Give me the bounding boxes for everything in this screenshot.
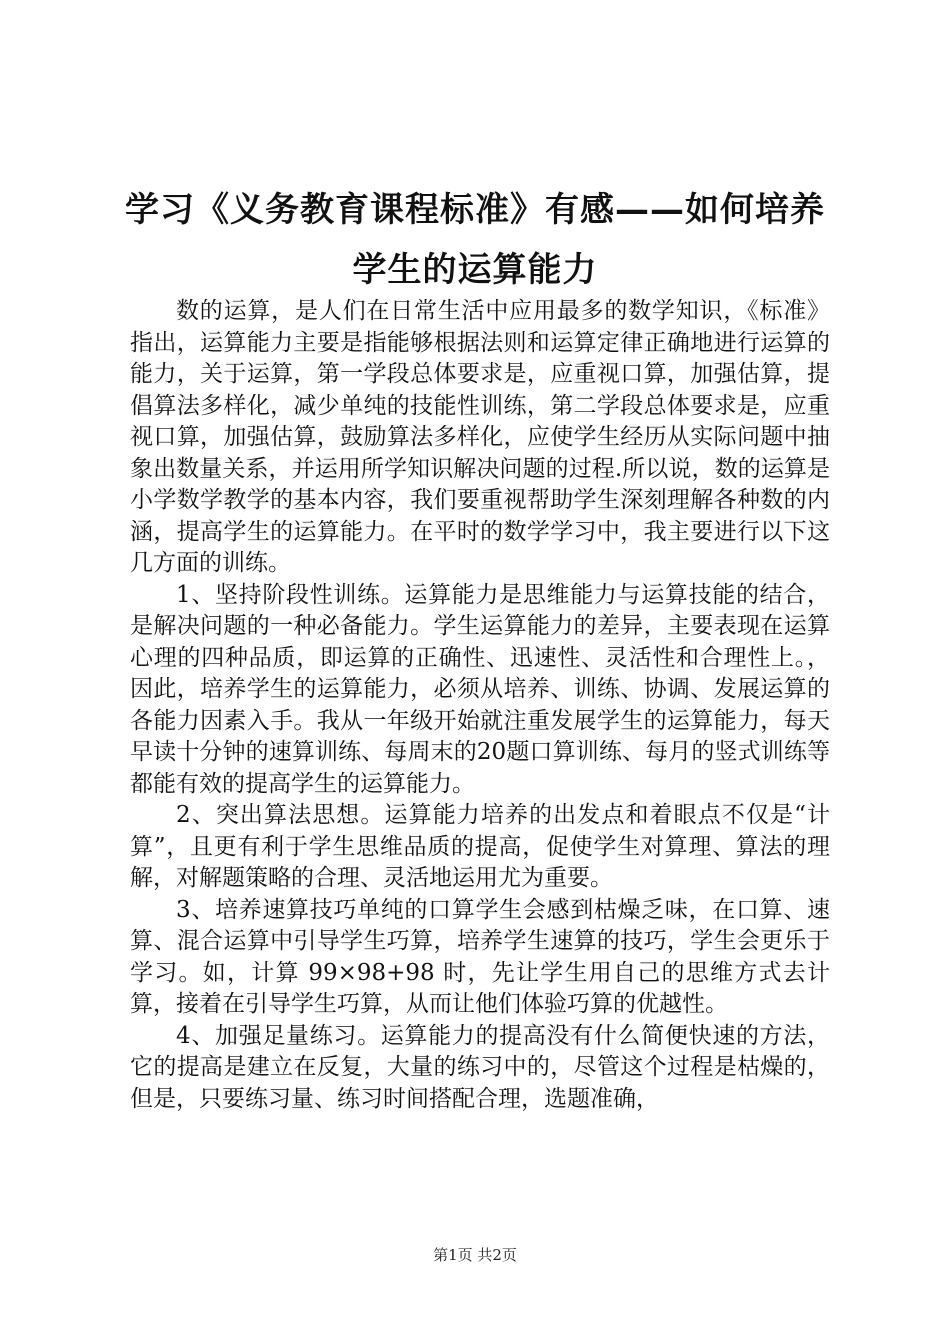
paragraph-point-1: 1、坚持阶段性训练。运算能力是思维能力与运算技能的结合，是解决问题的一种必备能力。学生运算能力的差异，主要表现在运算心理的四种品质，即运算的正确性、迅速性、灵活性和合理性上。，因此，培养学生的运算能力，必须从培养、训练、协调、发展运算的各能力因素入手。我从一年级开始就注重发展学生的运算能力，每天早读十分钟的速算训练、每周末的20题口算训练、每月的竖式训练等都能有效的提高学生的运算能力。	[130, 581, 830, 797]
title-line-1: 学习《义务教育课程标准》有感——如何培养	[125, 190, 825, 230]
paragraph-point-2: 2、突出算法思想。运算能力培养的出发点和着眼点不仅是“计算”，且更有利于学生思维品质的提高，促使学生对算理、算法的理解，对解题策略的合理、灵活地运用尤为重要。	[130, 802, 830, 891]
title-line-2: 学生的运算能力	[352, 250, 598, 290]
page-number-footer: 第1页 共2页	[433, 1246, 517, 1264]
document-body	[130, 296, 830, 1115]
paragraph-point-4: 4、加强足量练习。运算能力的提高没有什么简便快速的方法，它的提高是建立在反复，大量的练习中的，尽管这个过程是枯燥的，但是，只要练习量、练习时间搭配合理，选题准确，	[130, 1022, 830, 1112]
document-title	[120, 180, 830, 300]
paragraph-intro: 数的运算，是人们在日常生活中应用最多的数学知识，《标准》指出，运算能力主要是指能够根据法则和运算定律正确地进行运算的能力，关于运算，第一学段总体要求是，应重视口算，加强估算，提倡算法多样化，减少单纯的技能性训练，第二学段总体要求是，应重视口算，加强估算，鼓励算法多样化，应使学生经历从实际问题中抽象出数量关系，并运用所学知识解决问题的过程.所以说，数的运算是小学数学教学的基本内容，我们要重视帮助学生深刻理解各种数的内涵，提高学生的运算能力。在平时的数学学习中，我主要进行以下这几方面的训练。	[130, 298, 830, 576]
paragraph-point-3: 3、培养速算技巧单纯的口算学生会感到枯燥乏味，在口算、速算、混合运算中引导学生巧算，培养学生速算的技巧，学生会更乐于学习。如，计算 99×98+98 时，先让学生用自己的思维方式去计算，接着在引导学生巧算，从而让他们体验巧算的优越性。	[130, 896, 830, 1017]
